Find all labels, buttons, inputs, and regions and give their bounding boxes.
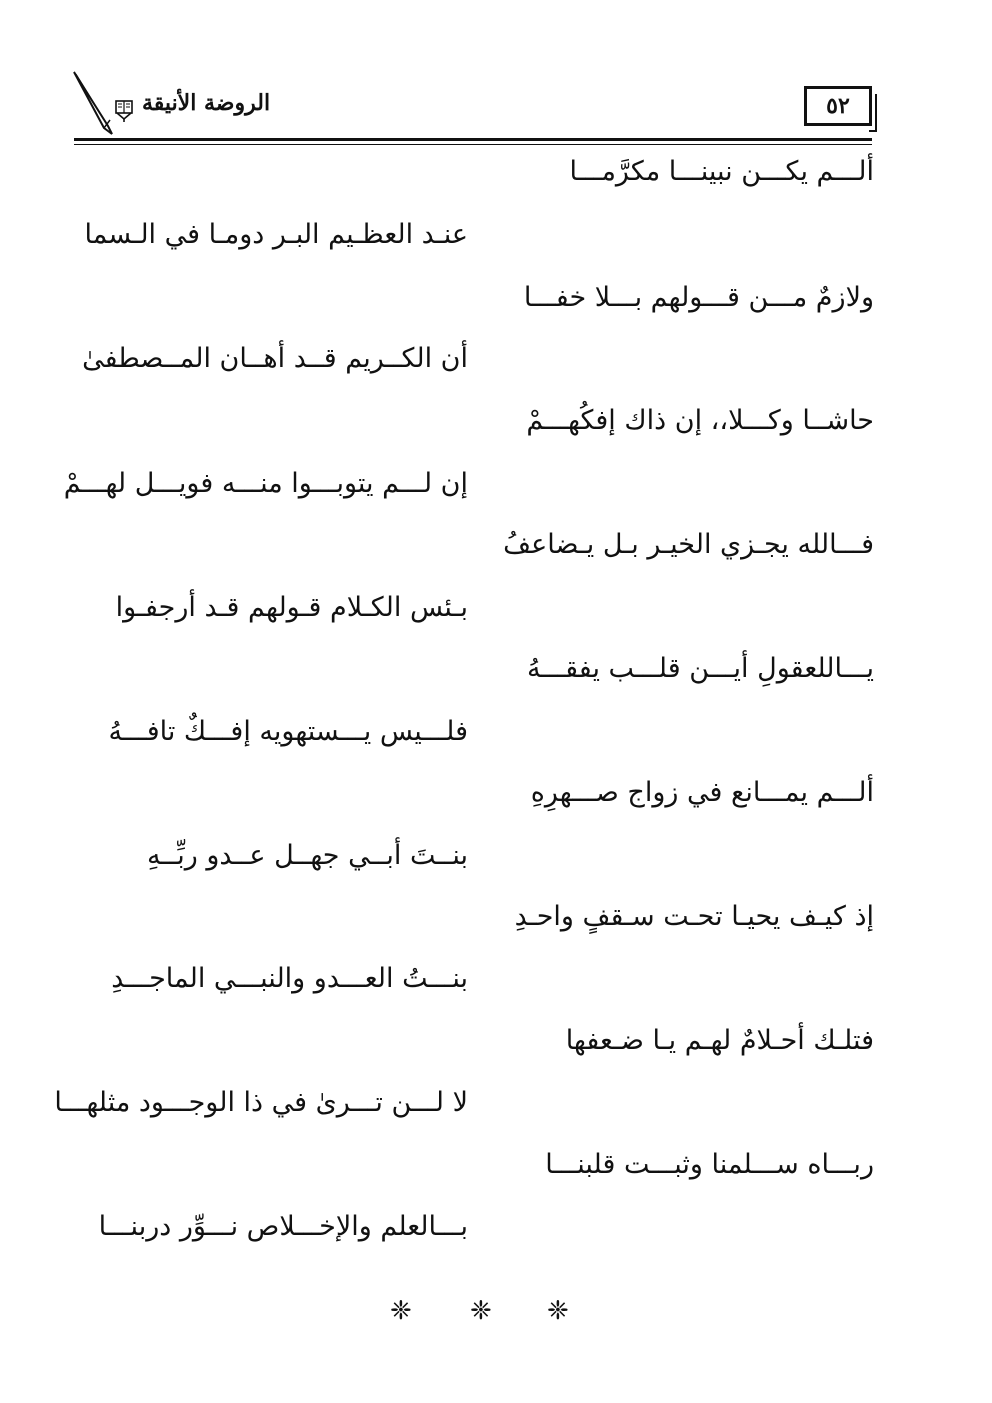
verse-line: فـــالله يجـزي الخيـر بـل يـضاعفُ [503, 529, 874, 560]
verse-line: لا لـــن تـــرىٰ في ذا الوجـــود مثلهـــا [54, 1087, 468, 1118]
verse-line: حاشــا وكـــلا،، إن ذاك إفكُهـــمْ [526, 405, 874, 436]
verse-line: ألـــم يكـــن نبينـــا مكرَّمـــا [569, 156, 874, 187]
verse-line: بنـــتُ العـــدو والنبـــي الماجـــدِ [111, 963, 468, 994]
verse-line: بنــتَ أبــي جهــل عــدو ربِّــهِ [146, 840, 468, 871]
verse-line: ولازمٌ مـــن قـــولهم بـــلا خفـــا [523, 282, 874, 313]
verse-line: أن الكــريم قــد أهــان المــصطفىٰ [82, 343, 468, 374]
quill-pen-icon [68, 68, 118, 138]
asterism-icon: ❈ [470, 1296, 492, 1326]
verse-line: ألـــم يمـــانع في زواج صـــهرِهِ [530, 777, 874, 808]
header-rule [74, 138, 872, 141]
verse-line: عنـد العظـيم البـر دومـا في الـسما [84, 219, 468, 250]
verse-line: إن لـــم يتوبـــوا منـــه فويـــل لهـــمْ [63, 468, 468, 499]
verse-line: فتلـك أحـلامٌ لهـم يـا ضـعفها [565, 1025, 874, 1056]
verse-line: فلـــيس يـــستهويه إفـــكٌ تافـــهُ [108, 716, 468, 747]
verse-line: إذ كيـف يحيـا تحـت سـقفٍ واحـدِ [514, 901, 874, 932]
header-rule-thin [74, 144, 872, 145]
page-number: ٥٢ [804, 86, 872, 126]
book-title: الروضة الأنيقة [142, 90, 271, 116]
verse-line: بـئس الكـلام قـولهم قـد أرجفـوا [115, 592, 468, 623]
verse-line: ربـــاه ســـلمنا وثبـــت قلبنـــا [545, 1149, 874, 1180]
verse-line: يـــاللعقولِ أيـــن قلـــب يفقـــهُ [526, 653, 874, 684]
verse-line: بـــالعلم والإخـــلاص نـــوِّر دربنـــا [98, 1211, 468, 1242]
asterism-icon: ❈ [547, 1296, 569, 1326]
page-header [60, 68, 890, 148]
section-separator [0, 1296, 992, 1326]
asterism-icon: ❈ [390, 1296, 412, 1326]
